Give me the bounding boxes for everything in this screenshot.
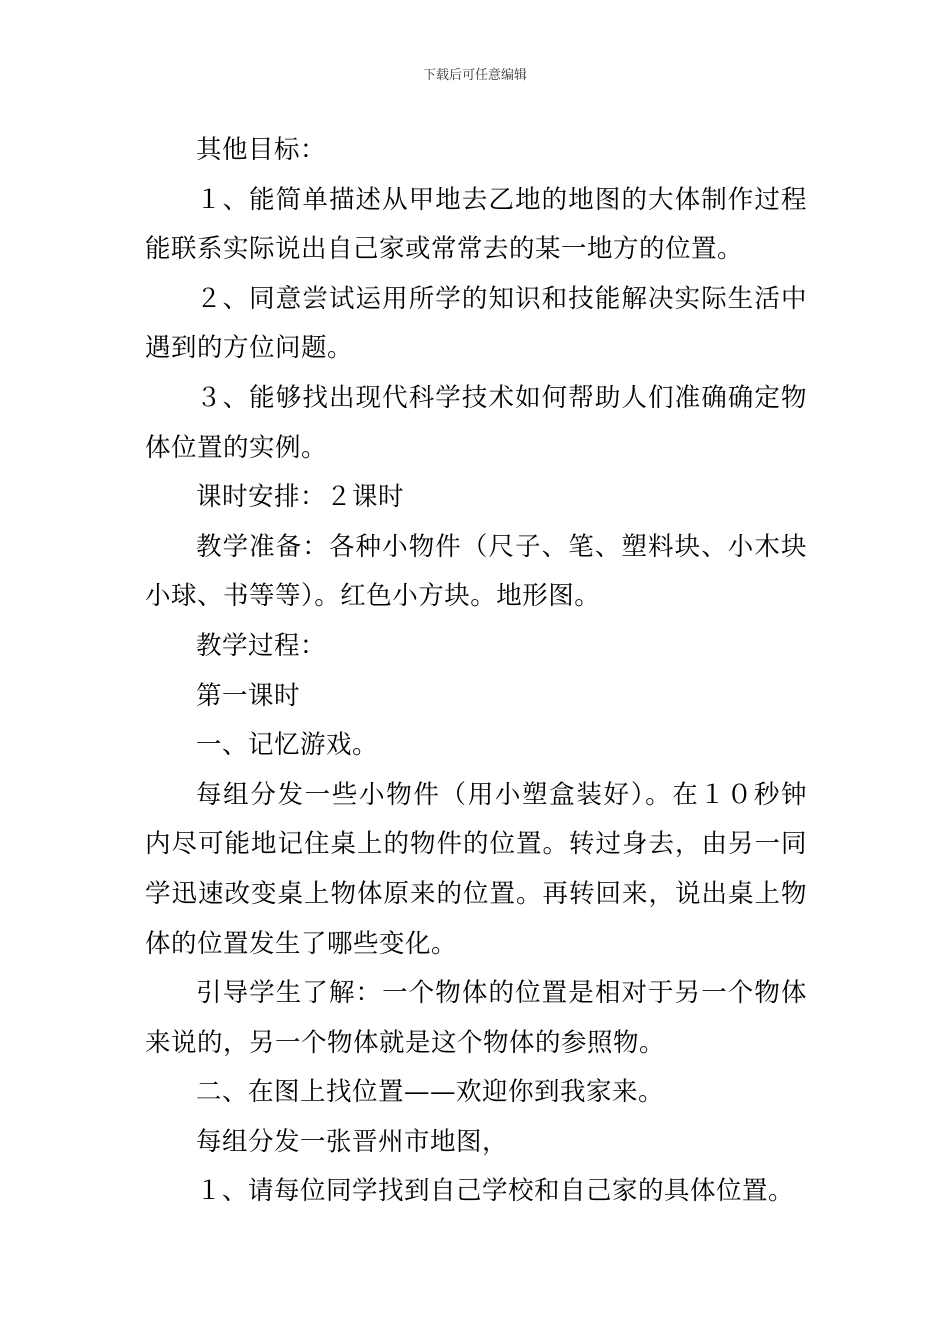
paragraph-section-1: 一、记忆游戏。 — [196, 730, 379, 761]
paragraph-goal-3: ３、能够找出现代科学技术如何帮助人们准确确定物体位置的实例。 — [145, 382, 807, 463]
paragraph-goal-2: ２、同意尝试运用所学的知识和技能解决实际生活中遇到的方位问题。 — [145, 283, 807, 364]
paragraph-find-location: １、请每位同学找到自己学校和自己家的具体位置。 — [196, 1176, 795, 1207]
page-header: 下载后可任意编辑 — [422, 68, 527, 83]
document-body — [145, 126, 807, 1217]
paragraph-lesson-1: 第一课时 — [196, 680, 301, 711]
paragraph-preparation: 教学准备：各种小物件（尺子、笔、塑料块、小木块小球、书等等）。红色小方块。地形图。 — [145, 531, 807, 612]
paragraph-memory-game: 每组分发一些小物件（用小塑盒装好）。在１０秒钟内尽可能地记住桌上的物件的位置。转过身去，由另一同学迅速改变桌上物体原来的位置。再转回来，说出桌上物体的位置发生了哪些变化。 — [145, 779, 807, 959]
paragraph-process-heading: 教学过程： — [196, 630, 327, 661]
paragraph-section-2: 二、在图上找位置——欢迎你到我家来。 — [196, 1077, 665, 1108]
paragraph-other-goals: 其他目标： — [196, 135, 327, 165]
paragraph-goal-1: １、能简单描述从甲地去乙地的地图的大体制作过程能联系实际说出自己家或常常去的某一地方的位置。 — [145, 184, 807, 265]
paragraph-map-distribution: 每组分发一张晋州市地图， — [196, 1126, 509, 1157]
paragraph-schedule: 课时安排：２课时 — [196, 482, 405, 513]
paragraph-reference-object: 引导学生了解：一个物体的位置是相对于另一个物体来说的，另一个物体就是这个物体的参照物。 — [145, 978, 807, 1058]
